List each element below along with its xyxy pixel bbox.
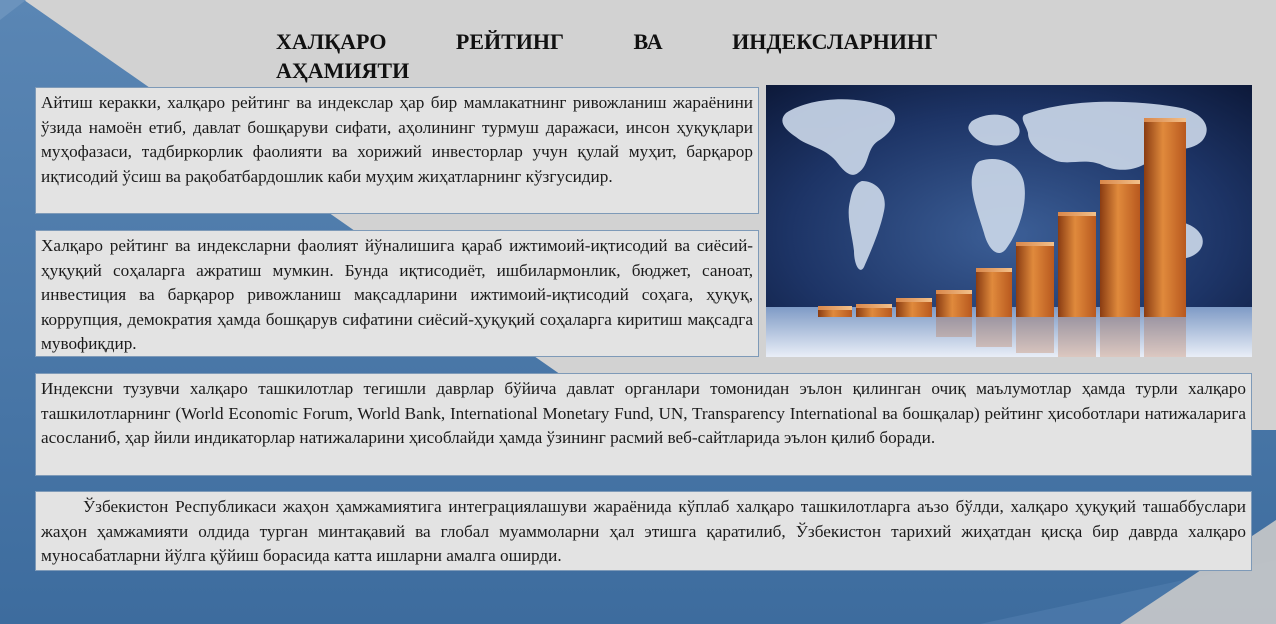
text-box-ratings-importance [35,87,759,214]
slide-title-line1: ХАЛҚАРО РЕЙТИНГ ВА ИНДЕКСЛАРНИНГ [276,29,938,54]
world-map-bar-chart-image [766,85,1252,357]
world-map-bar-growth-illustration [766,85,1252,357]
paragraph-4: Ўзбекистон Республикаси жаҳон ҳамжамиятига интеграциялашуви жараёнида кўплаб халқаро ташкилотларга аъзо бўлди, халқаро ҳуқуқий ташаббуслари жаҳон ҳамжамияти олдида турган минтақавий ва глобал муаммоларни ҳал этишга қаратилиб, Ўзбекистон тарихий жиҳатдан қисқа бир даврда халқаро муносабатларни йўлга қўйиш борасида катта ишларни амалга оширди. [41,497,1246,566]
text-box-index-organizations [35,373,1252,476]
text-box-ratings-categories [35,230,759,357]
paragraph-2: Халқаро рейтинг ва индексларни фаолият йўналишига қараб ижтимоий-иқтисодий ва сиёсий-ҳуқуқий соҳаларга ажратиш мумкин. Бунда иқтисодиёт, ишбилармонлик, бюджет, саноат, инвестиция ва барқарор ривожланиш мақсадларини ижтимоий-иқтисодий соҳага, ҳуқуқ, коррупция, демократия ҳамда бошқарув сифатини сиёсий-ҳуқуқий соҳаларга киритиш мақсадга мувофиқдир. [41,236,753,354]
paragraph-3: Индексни тузувчи халқаро ташкилотлар тегишли даврлар бўйича давлат органлари томонидан эълон қилинган очиқ маълумотлар ҳамда турли халқаро ташкилотларнинг (World Economic Forum, World Bank, International Monetary Fund, UN, Transparency International ва бошқалар) рейтинг ҳисоботлари натижаларига асосланиб, ҳар йили индикаторлар натижаларини ҳисоблайди ҳамда ўзининг расмий веб-сайтларида эълон қилиб боради. [41,379,1246,448]
slide-title-line2: АҲАМИЯТИ [276,58,410,83]
paragraph-1: Айтиш керакки, халқаро рейтинг ва индекслар ҳар бир мамлакатнинг ривожланиш жараёнини ўзида намоён етиб, давлат бошқаруви сифати, аҳолининг турмуш даражаси, инсон ҳуқуқлари муҳофазаси, тадбиркорлик фаолияти ва хорижий инвесторлар учун қулай муҳит, барқарор иқтисодий ўсиш ва рақобатбардошлик каби муҳим жиҳатларнинг кўзгусидир. [41,93,753,186]
text-box-uzbekistan-integration [35,491,1252,571]
